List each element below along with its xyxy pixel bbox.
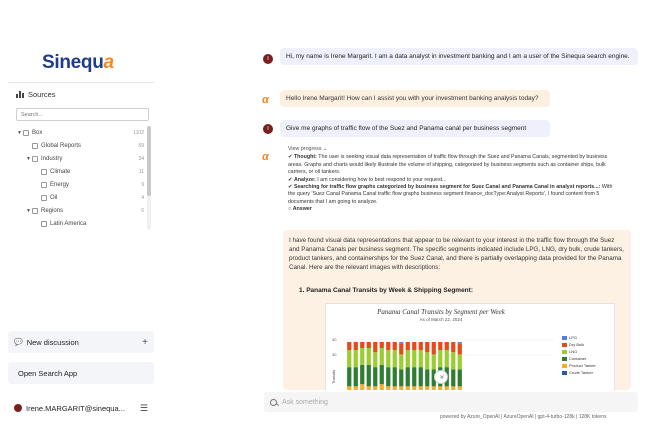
scrollbar-thumb[interactable] — [147, 126, 151, 196]
analyze-label: Analyze: — [293, 176, 316, 183]
chart-bar-segment — [438, 342, 442, 350]
legend-label: Dry Bulk — [569, 342, 585, 347]
logo-text: Sinequ — [42, 52, 104, 73]
thought-text: The user is seeking visual data representation of traffic flow through the Suez and Panama Canals, segmented by business areas. Graphs and charts would likely illustrate the volume of shipping, categorized by business segments such as container ships, bulk carriers, or oil tankers. — [288, 154, 608, 176]
source-label: Regions — [41, 207, 64, 214]
searching-text: With the query 'Suez Canal Panama Canal traffic flow graphs business segment finance_docType:Analyst Reports', I found content from 5 documents that I am going to analyze. — [288, 184, 613, 205]
sources-header[interactable] — [16, 90, 56, 99]
source-tree-item[interactable] — [8, 217, 146, 230]
chart-bar-segment — [458, 344, 462, 355]
source-tree-item[interactable] — [8, 152, 146, 165]
source-count: 11 — [138, 168, 144, 175]
legend-label: LPG — [569, 335, 578, 340]
searching-step — [288, 184, 618, 206]
chart-bar-segment — [373, 367, 377, 386]
new-discussion-button[interactable] — [8, 331, 154, 353]
source-checkbox[interactable] — [23, 130, 29, 136]
panama-chart — [325, 303, 615, 390]
search-icon — [270, 399, 277, 406]
chart-title: Panama Canal Transits by Segment per Week — [377, 308, 505, 316]
user-message: Give me graphs of traffic flow of the Suez and Panama canal per business segment — [280, 120, 550, 137]
legend-swatch — [562, 336, 567, 340]
chart-legend — [562, 334, 596, 376]
legend-item — [562, 362, 596, 369]
open-search-app-button[interactable] — [8, 362, 154, 384]
source-count: 1102 — [133, 129, 144, 136]
chart-bar-segment — [432, 354, 436, 369]
chart-bar-segment — [406, 350, 410, 367]
answer-list-item: 1. Panama Canal Transits by Week & Shipping Segment: — [299, 287, 473, 294]
chart-bar-segment — [419, 386, 423, 390]
chart-bar-segment — [386, 386, 390, 390]
legend-swatch — [562, 364, 567, 368]
chart-bar-segment — [360, 348, 364, 365]
source-checkbox[interactable] — [41, 195, 47, 201]
chart-bar-segment — [347, 386, 351, 390]
sinequa-ai-icon: α — [262, 151, 269, 163]
legend-label: Container — [569, 356, 587, 361]
chart-bar-segment — [380, 348, 384, 365]
legend-swatch — [562, 350, 567, 354]
legend-item — [562, 355, 596, 362]
chart-subtitle: As of March 22, 2024 — [419, 317, 463, 322]
legend-label: Product Tanker — [569, 363, 596, 368]
chart-bar-segment — [367, 365, 371, 386]
source-tree-item[interactable] — [8, 139, 146, 152]
chart-bar-segment — [354, 350, 358, 367]
source-checkbox[interactable] — [41, 182, 47, 188]
chart-bar-segment — [445, 342, 449, 350]
view-progress-toggle[interactable]: View progress ⌄ — [288, 146, 328, 152]
y-tick-label: 40 — [332, 337, 337, 342]
chart-bar-segment — [354, 342, 358, 350]
chart-bar-segment — [458, 354, 462, 369]
legend-swatch — [562, 343, 567, 347]
plus-icon: + — [142, 336, 148, 348]
chart-bar-segment — [458, 386, 462, 390]
check-icon: ✔ — [288, 184, 293, 191]
source-label: Box — [32, 129, 43, 136]
caret-down-icon[interactable]: ▼ — [17, 129, 22, 136]
y-axis-label: Transits — [331, 369, 336, 384]
sidebar — [8, 42, 154, 427]
source-label: Oil — [50, 194, 58, 201]
source-tree-item[interactable] — [8, 204, 146, 217]
chart-bar-segment — [393, 342, 397, 350]
user-avatar-icon: I — [263, 54, 273, 64]
chart-bar-segment — [354, 367, 358, 386]
source-label: Global Reports — [41, 142, 82, 149]
chart-bar-segment — [360, 342, 364, 348]
legend-swatch — [562, 371, 567, 375]
legend-item — [562, 341, 596, 348]
chart-bar-segment — [380, 365, 384, 384]
sidebar-divider — [8, 82, 154, 83]
sources-tree — [8, 126, 146, 230]
new-discussion-label: New discussion — [26, 337, 79, 347]
source-tree-item[interactable] — [8, 126, 146, 139]
chart-bar-segment — [451, 386, 455, 390]
chart-bar-segment — [373, 386, 377, 390]
chart-bar-segment — [432, 386, 436, 390]
answer-text: I have found visual data representations that appear to be relevant to your interest in the traffic flow through the Suez and Panama Canals per business segment. The specific segments indicated include LPG, LNG, dry bulk, crude tankers, product tankers, and containerships for the Suez Canal, and there is partially overlapping data provided for the Panama Canal. Here are the relevant images with descriptions: — [289, 237, 624, 271]
source-label: Industry — [41, 155, 63, 162]
chart-bar-segment — [425, 352, 429, 369]
legend-item — [562, 334, 596, 341]
user-menu[interactable] — [8, 398, 154, 418]
source-count: 9 — [141, 181, 144, 188]
sinequa-logo[interactable] — [42, 52, 114, 74]
chat-area — [258, 44, 638, 433]
assistant-message: Hello Irene Margarit! How can I assist you with your investment banking analysis today? — [280, 90, 550, 107]
user-avatar — [14, 404, 22, 412]
chart-bar-segment — [399, 386, 403, 390]
model-info: powered by Azure_OpenAI | AzureOpenAI | gpt-4-turbo-128k | 128K tokens — [440, 414, 607, 420]
caret-down-icon[interactable]: ▼ — [26, 207, 31, 214]
caret-down-icon[interactable]: ▼ — [26, 155, 31, 162]
chart-bar-segment — [419, 350, 423, 367]
chart-bar-segment — [373, 342, 377, 352]
chart-bar-segment — [393, 386, 397, 390]
source-count: 4 — [141, 194, 144, 201]
sources-scrollbar[interactable] — [147, 126, 151, 230]
chart-bar-segment — [425, 369, 429, 386]
logo-accent: a — [103, 52, 114, 73]
check-icon: ✔ — [288, 154, 293, 161]
chart-bar-segment — [445, 386, 449, 390]
chart-bar-segment — [386, 342, 390, 350]
chart-bar-segment — [393, 367, 397, 386]
chart-bar-segment — [419, 367, 423, 386]
source-count: 59 — [138, 142, 144, 149]
legend-item — [562, 369, 596, 376]
chart-bar-segment — [380, 342, 384, 348]
thought-step — [288, 154, 618, 176]
source-tree-item[interactable] — [8, 165, 146, 178]
source-tree-item[interactable] — [8, 178, 146, 191]
chart-bar-segment — [412, 386, 416, 390]
legend-swatch — [562, 357, 567, 361]
chart-bar-segment — [451, 352, 455, 369]
source-checkbox[interactable] — [32, 208, 38, 214]
user-avatar-icon: I — [263, 124, 273, 134]
source-checkbox[interactable] — [41, 169, 47, 175]
sources-tree-icon — [16, 91, 24, 98]
chart-bar-segment — [412, 367, 416, 386]
chart-bar-segment — [399, 369, 403, 386]
user-name: Irene.MARGARIT@sinequa... — [26, 403, 125, 413]
chart-bar-segment — [451, 369, 455, 386]
chat-bubble-icon: 💬 — [14, 339, 23, 346]
chart-bar-segment — [373, 352, 377, 367]
chart-bar-segment — [451, 342, 455, 352]
source-checkbox[interactable] — [32, 143, 38, 149]
chart-bar-segment — [438, 386, 442, 390]
menu-icon[interactable]: ☰ — [139, 402, 148, 413]
chart-bar-segment — [458, 342, 462, 344]
chart-bar-segment — [360, 365, 364, 384]
chart-bar-segment — [425, 342, 429, 352]
analyze-text: I am considering how to best respond to your request... — [317, 176, 447, 183]
chart-bar-segment — [347, 342, 351, 350]
chart-bar-segment — [347, 350, 351, 367]
chart-bar-segment — [399, 344, 403, 355]
chart-bar-segment — [412, 350, 416, 367]
chart-bar-segment — [406, 386, 410, 390]
analyze-step — [288, 177, 618, 184]
scroll-down-button[interactable]: » — [434, 370, 448, 384]
source-count: 34 — [138, 155, 144, 162]
chart-bar-segment — [406, 342, 410, 350]
chart-bar-segment — [445, 350, 449, 367]
source-tree-item[interactable] — [8, 191, 146, 204]
sources-label: Sources — [28, 90, 56, 99]
source-checkbox[interactable] — [32, 156, 38, 162]
sources-search-input[interactable] — [16, 108, 149, 121]
progress-panel — [288, 146, 618, 214]
chart-bar-segment — [367, 342, 371, 348]
open-search-app-label: Open Search App — [18, 368, 78, 378]
answer-step — [288, 206, 618, 213]
chart-bar-segment — [406, 367, 410, 386]
chart-bar-segment — [393, 350, 397, 367]
y-tick-label: 30 — [332, 352, 337, 357]
sinequa-ai-icon: α — [262, 94, 269, 106]
chart-bar-segment — [419, 342, 423, 350]
chart-bar-segment — [438, 350, 442, 367]
chart-bar-segment — [386, 350, 390, 367]
chart-bar-segment — [399, 342, 403, 344]
check-icon: ✔ — [288, 176, 293, 183]
chart-bar-segment — [386, 367, 390, 386]
chart-bar-segment — [354, 386, 358, 390]
circle-icon: ○ — [288, 206, 292, 213]
chart-bar-segment — [425, 386, 429, 390]
legend-label: LNG — [569, 349, 578, 354]
chat-input[interactable]: Ask something — [282, 398, 328, 406]
source-label: Latin America — [50, 220, 87, 227]
chart-bar-segment — [360, 384, 364, 390]
user-message: Hi, my name is Irene Margarit. I am a data analyst in investment banking and I am a user of the Sinequa search engine. — [280, 48, 638, 65]
source-count: 6 — [141, 207, 144, 214]
legend-label: Crude Tanker — [569, 370, 593, 375]
chart-bar-segment — [367, 386, 371, 390]
source-label: Climate — [50, 168, 71, 175]
assistant-answer — [283, 230, 631, 390]
source-label: Energy — [50, 181, 70, 188]
answer-label: Answer — [292, 206, 312, 213]
chat-input-bar[interactable] — [264, 392, 638, 412]
chart-bar-segment — [347, 367, 351, 386]
source-checkbox[interactable] — [41, 221, 47, 227]
legend-item — [562, 348, 596, 355]
chart-bar-segment — [399, 354, 403, 369]
chart-bar-segment — [380, 384, 384, 390]
chart-bar-segment — [458, 369, 462, 386]
searching-label: Searching for traffic flow graphs categorized by business segment for Suez Canal and Panama Canal in analyst reports...: — [293, 184, 601, 191]
chart-bar-segment — [367, 348, 371, 365]
chart-bar-segment — [432, 342, 436, 354]
thought-label: Thought: — [293, 154, 317, 161]
chart-bar-segment — [412, 342, 416, 350]
